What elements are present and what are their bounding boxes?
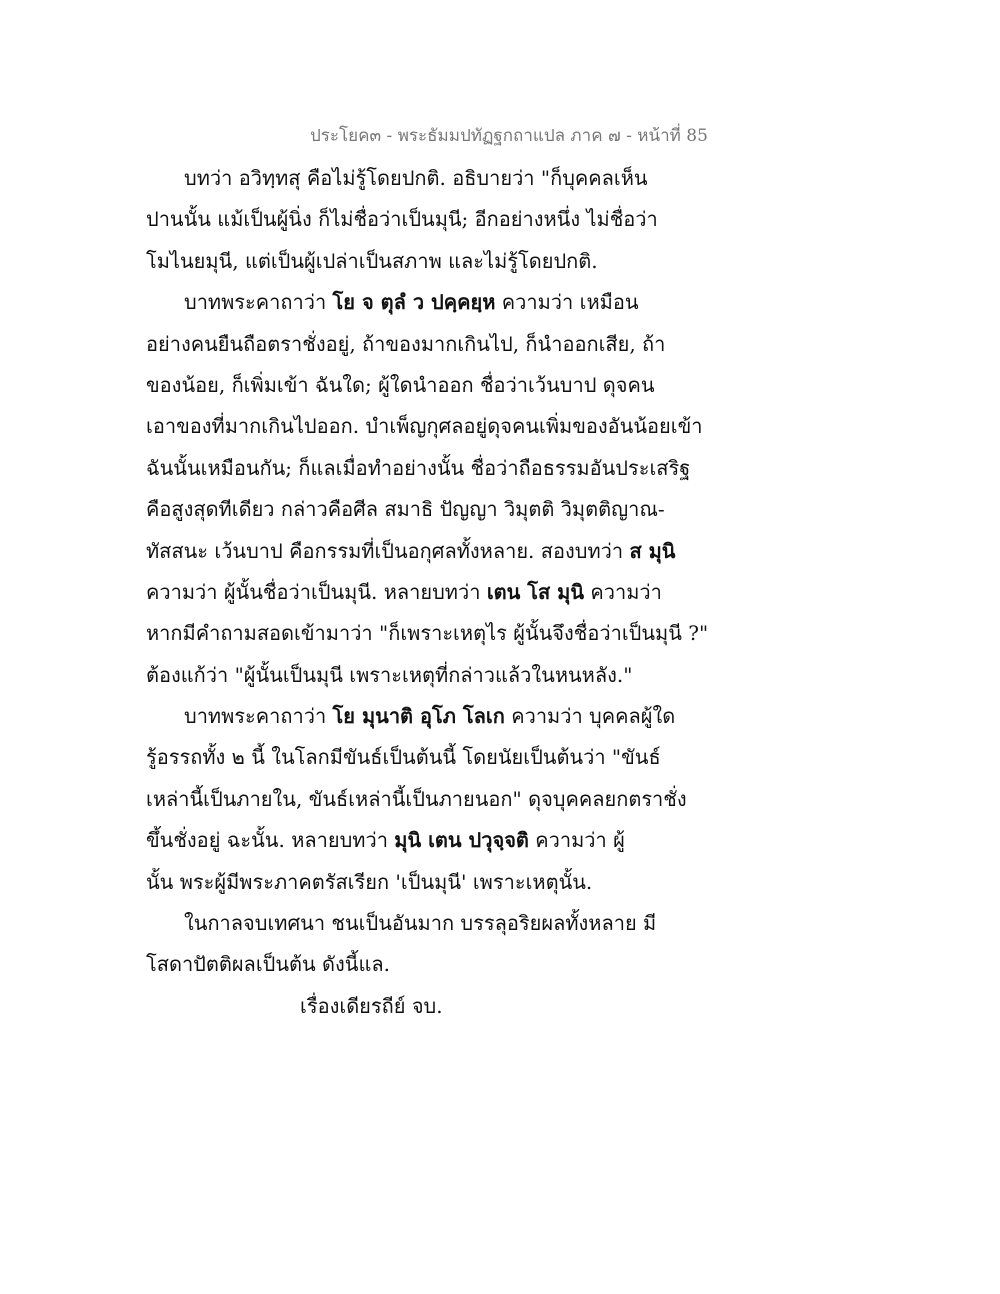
text-segment: โมไนยมุนี, แต่เป็นผู้เปล่าเป็นสภาพ และไม่รู้โดยปกติ. xyxy=(146,248,598,273)
text-line xyxy=(146,655,686,696)
text-line xyxy=(146,944,686,985)
text-segment: ความว่า บุคคลผู้ใด xyxy=(504,704,676,729)
closing-text: เรื่องเดียรถีย์ จบ. xyxy=(300,993,443,1018)
text-segment: ความว่า ผู้ xyxy=(528,828,625,853)
text-segment: หากมีคำถามสอดเข้ามาว่า "ก็เพราะเหตุไร ผู้นั้นจึงชื่อว่าเป็นมุนี ?" xyxy=(146,621,709,646)
text-line xyxy=(146,158,686,199)
text-line xyxy=(146,820,686,861)
text-segment: ทัสสนะ เว้นบาป คือกรรมที่เป็นอกุศลทั้งหลาย. สองบทว่า xyxy=(146,538,630,563)
text-line xyxy=(146,489,686,530)
text-line xyxy=(146,199,686,240)
text-line xyxy=(146,737,686,778)
text-line xyxy=(146,696,686,737)
story-end-line xyxy=(146,986,686,1027)
text-segment: ของน้อย, ก็เพิ่มเข้า ฉันใด; ผู้ใดนำออก ชื่อว่าเว้นบาป ดุจคน xyxy=(146,372,655,397)
text-line xyxy=(146,324,686,365)
text-line xyxy=(146,572,686,613)
pali-term: โย จ ตุลํ ว ปคฺคยฺห xyxy=(332,290,496,315)
text-line xyxy=(146,903,686,944)
text-line xyxy=(146,448,691,489)
pali-term: มุนิ เตน ปวุจฺจติ xyxy=(394,828,529,853)
pali-term: ส มุนิ xyxy=(629,538,676,563)
text-segment: ปานนั้น แม้เป็นผู้นิ่ง ก็ไม่ชื่อว่าเป็นมุนี; อีกอย่างหนึ่ง ไม่ชื่อว่า xyxy=(146,207,658,232)
text-line xyxy=(146,613,709,654)
text-segment: ในกาลจบเทศนา ชนเป็นอันมาก บรรลุอริยผลทั้งหลาย มี xyxy=(184,911,657,936)
text-segment: ขึ้นชั่งอยู่ ฉะนั้น. หลายบทว่า xyxy=(146,828,395,853)
text-segment: ฉันนั้นเหมือนกัน; ก็แลเมื่อทำอย่างนั้น ชื่อว่าถือธรรมอันประเสริฐ xyxy=(146,455,691,480)
text-segment: โสดาปัตติผลเป็นต้น ดังนี้แล. xyxy=(146,952,390,977)
text-line xyxy=(146,406,703,447)
text-segment: ความว่า ผู้นั้นชื่อว่าเป็นมุนี. หลายบทว่า xyxy=(146,579,487,604)
text-segment: บาทพระคาถาว่า xyxy=(184,704,333,729)
running-header: ประโยค๓ - พระธัมมปทัฏฐกถาแปล ภาค ๗ - หน้าที่ 85 xyxy=(310,126,708,146)
text-line xyxy=(146,531,686,572)
text-segment: รู้อรรถทั้ง ๒ นี้ ในโลกมีขันธ์เป็นต้นนี้ โดยนัยเป็นต้นว่า "ขันธ์ xyxy=(146,745,661,770)
text-segment: ต้องแก้ว่า "ผู้นั้นเป็นมุนี เพราะเหตุที่กล่าวแล้วในหนหลัง." xyxy=(146,662,633,687)
text-segment: คือสูงสุดทีเดียว กล่าวคือศีล สมาธิ ปัญญา วิมุตติ วิมุตติญาณ- xyxy=(146,497,665,522)
document-body xyxy=(146,158,709,1027)
text-segment: ความว่า เหมือน xyxy=(495,290,639,315)
text-segment: บทว่า อวิทฺทสุ คือไม่รู้โดยปกติ. อธิบายว่า "ก็บุคคลเห็น xyxy=(184,166,648,190)
text-line xyxy=(146,241,686,282)
pali-term: โย มุนาติ อุโภ โลเก xyxy=(332,704,505,729)
text-segment: เหล่านี้เป็นภายใน, ขันธ์เหล่านี้เป็นภายนอก" ดุจบุคคลยกตราชั่ง xyxy=(146,786,687,811)
text-segment: นั้น พระผู้มีพระภาคตรัสเรียก 'เป็นมุนี' เพราะเหตุนั้น. xyxy=(146,869,593,894)
text-line xyxy=(146,365,686,406)
text-segment: อย่างคนยืนถือตราชั่งอยู่, ถ้าของมากเกินไป, ก็นำออกเสีย, ถ้า xyxy=(146,331,666,356)
text-line xyxy=(146,282,686,323)
text-segment: บาทพระคาถาว่า xyxy=(184,290,333,315)
text-segment: เอาของที่มากเกินไปออก. บำเพ็ญกุศลอยู่ดุจคนเพิ่มของอันน้อยเข้า xyxy=(146,414,703,439)
pali-term: เตน โส มุนิ xyxy=(486,579,585,604)
text-line xyxy=(146,862,686,903)
text-line xyxy=(146,779,686,820)
text-segment: ความว่า xyxy=(584,579,662,604)
